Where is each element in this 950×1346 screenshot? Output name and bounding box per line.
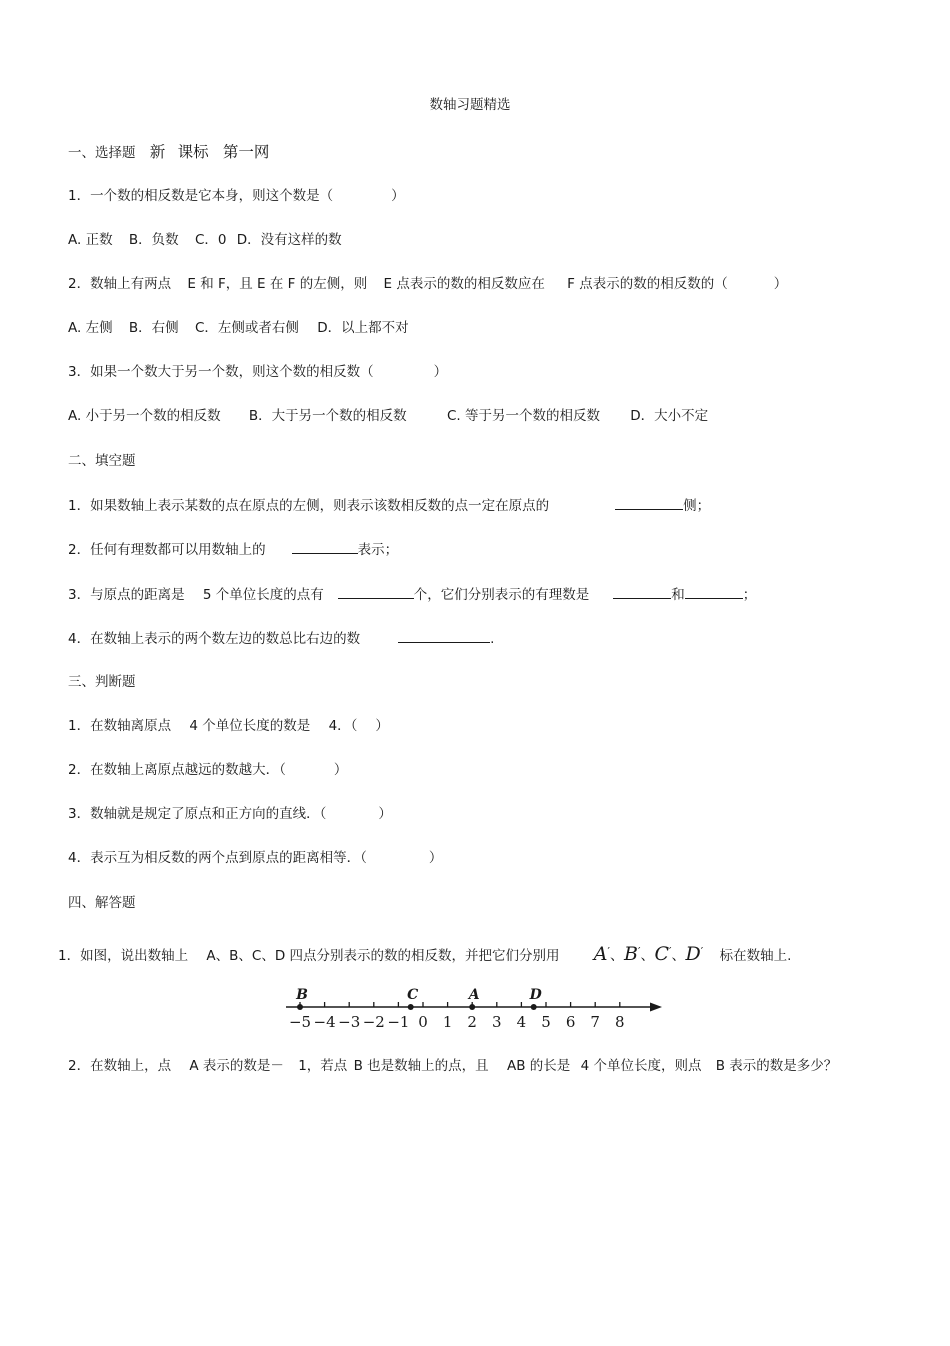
question-text: 和 [671,587,685,603]
tick-label: 8 [615,1013,625,1031]
section1-extra-3: 第一网 [222,143,270,161]
question-text: 任何有理数都可以用数轴上的 [90,542,266,558]
s2-q4 [68,628,494,649]
axis-arrow [650,1003,662,1012]
s1-q1 [68,186,405,206]
question-text: E 点表示的数的相反数应在 [383,276,545,292]
question-text: 个，它们分别表示的有理数是 [413,587,590,603]
separator: 、 [610,948,625,964]
s2-q1 [68,495,710,516]
paren-close: ） [333,762,348,778]
question-text: 表示互为相反数的两个点到原点的距离相等．（ [90,850,367,866]
option-d: D．以上都不对 [317,320,409,336]
separator: 、 [640,948,655,964]
answer-blank[interactable] [398,628,490,643]
section1-heading: 一、选择题 [68,145,136,161]
question-text: 4 个单位长度，则点 [580,1058,702,1074]
paren-close: ） [391,188,405,204]
option-b: B．右侧 [128,320,179,336]
question-number: 2． [68,276,91,292]
option-d: D．没有这样的数 [236,232,342,248]
question-number: 3． [68,806,91,822]
tick-label: 4 [516,1013,527,1031]
tick-label: 1 [442,1013,453,1031]
option-b: B．大于另一个数的相反数 [248,408,407,424]
question-text: 如图，说出数轴上 [80,948,189,964]
question-text: 表示； [357,542,399,558]
paren-close: ） [378,806,392,822]
s2-q2 [68,539,398,560]
option-a: A. 正数 [68,232,113,248]
question-number: 2． [68,762,91,778]
tick-label: 6 [565,1013,576,1031]
question-text: 在数轴上，点 [90,1058,172,1074]
question-text: 数轴就是规定了原点和正方向的直线．（ [90,806,327,822]
tick-label: 3 [492,1013,502,1031]
tick-label: 5 [541,1013,551,1031]
question-number: 2． [68,542,91,558]
s3-q2 [68,760,347,780]
question-number: 4． [68,850,91,866]
s4-q1 [58,942,791,968]
point-a [469,1004,475,1010]
question-text: 1，若点 [298,1058,348,1074]
paren-close: ） [375,718,389,734]
prime-label-b: B [624,943,638,965]
tick-label: 0 [418,1013,428,1031]
question-number: 1． [68,718,91,734]
point-c [408,1004,414,1010]
question-text: 如果一个数大于另一个数，则这个数的相反数（ [90,364,374,380]
question-text: 在数轴离原点 [90,718,172,734]
section4-heading: 四、解答题 [68,895,136,911]
question-text: 在数轴上表示的两个数左边的数总比右边的数 [90,631,361,647]
option-a: A. 小于另一个数的相反数 [68,408,221,424]
section1-extra-1: 新 [149,143,166,161]
question-text: A、B、C、D 四点分别表示的数的相反数，并把它们分别用 [206,948,560,964]
paren-close: ） [773,276,788,292]
question-text: 5 个单位长度的点有 [202,587,324,603]
question-number: 4． [68,631,91,647]
question-text: 在数轴上离原点越远的数越大．（ [90,762,286,778]
question-number: 3． [68,587,91,603]
question-text: F 点表示的数的相反数的（ [567,276,728,292]
s1-q2-options [68,318,409,338]
question-text: . [490,631,495,647]
question-text: ； [742,587,757,603]
separator: 、 [671,948,686,964]
question-text: 4 个单位长度的数是 [189,718,311,734]
answer-blank[interactable] [685,584,743,599]
point-label-c: C [407,987,419,1003]
question-text: 与原点的距离是 [90,587,185,603]
question-text: 4．（ [328,718,358,734]
question-number: 1． [58,948,81,964]
prime-label-c: C [654,943,670,965]
point-b [297,1004,303,1010]
s4-q2 [68,1056,837,1076]
question-text: A 表示的数是－ [189,1058,284,1074]
question-text: B 也是数轴上的点，且 [353,1058,489,1074]
point-label-a: A [468,987,480,1003]
option-b: B．负数 [128,232,179,248]
paren-close: ） [428,850,443,866]
section1-extra-2: 课标 [177,143,209,161]
s1-q1-options [68,230,342,250]
section1-heading-row [68,142,269,163]
question-text: B 表示的数是多少？ [715,1058,838,1074]
point-label-b: B [296,987,308,1003]
s3-q4 [68,848,442,868]
tick-label: 7 [590,1013,600,1031]
section2-heading: 二、填空题 [68,453,136,469]
question-text: 一个数的相反数是它本身，则这个数是（ [90,188,334,204]
question-text: 标在数轴上. [719,948,792,964]
tick-label: −4 [313,1013,336,1031]
prime-labels: A′、B′、C′、D′ [593,943,704,965]
page-title: 数轴习题精选 [429,97,511,113]
answer-blank[interactable] [292,539,358,554]
question-text: AB 的长是 [506,1058,571,1074]
tick-label: −5 [288,1013,312,1031]
s3-q1 [68,716,389,736]
s1-q2 [68,274,787,294]
tick-label: −1 [387,1013,410,1031]
question-number: 1． [68,188,91,204]
option-c: C．左侧或者右侧 [194,320,299,336]
s1-q3 [68,362,447,382]
answer-blank[interactable] [338,584,414,599]
answer-blank[interactable] [615,495,683,510]
prime-label-a: A [593,943,608,965]
answer-blank[interactable] [613,584,671,599]
point-d [531,1004,537,1010]
paren-close: ） [433,364,448,380]
option-d: D．大小不定 [630,408,709,424]
tick-label: −2 [362,1013,385,1031]
question-number: 1． [68,498,91,514]
option-c: C．0 [194,232,227,248]
s2-q3 [68,584,756,605]
question-text: E 和 F，且 E 在 F 的左侧，则 [187,276,368,292]
question-number: 3． [68,364,91,380]
question-number: 2． [68,1058,91,1074]
tick-label: −3 [338,1013,361,1031]
section3-heading: 三、判断题 [68,674,136,690]
point-label-d: D [529,987,542,1003]
tick-label: 2 [467,1013,477,1031]
question-text: 数轴上有两点 [90,276,172,292]
option-a: A. 左侧 [68,320,113,336]
question-text: 如果数轴上表示某数的点在原点的左侧，则表示该数相反数的点一定在原点的 [90,498,550,514]
number-line [280,985,670,1035]
s1-q3-options [68,406,708,426]
s3-q3 [68,804,392,824]
prime-label-d: D [685,943,701,965]
question-text: 侧； [683,498,711,514]
option-c: C. 等于另一个数的相反数 [446,408,600,424]
